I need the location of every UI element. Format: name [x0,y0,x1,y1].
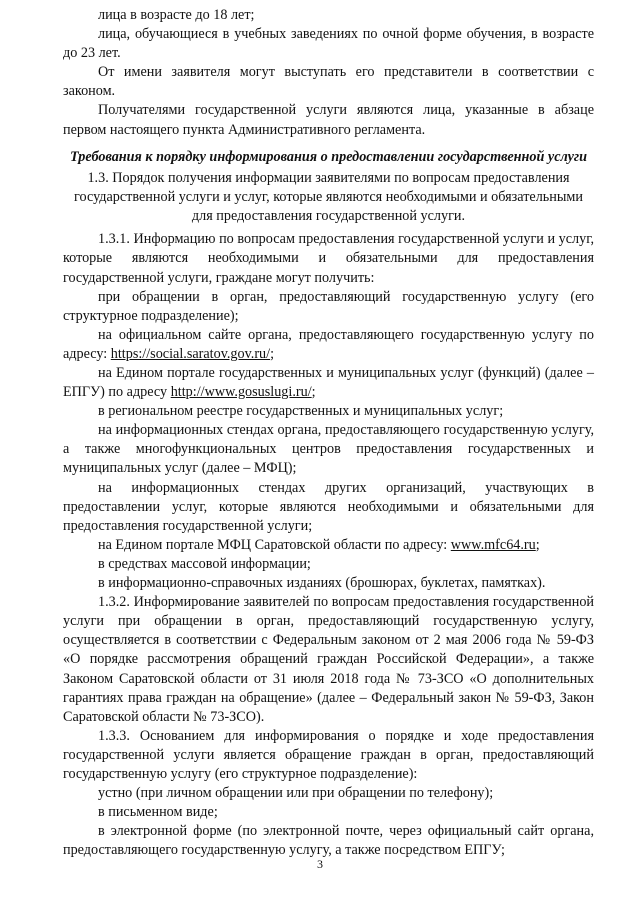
paragraph-text: на официальном сайте органа, предоставляющего государственную услугу по адресу: [63,326,594,362]
gosuslugi-link[interactable]: http://www.gosuslugi.ru/ [170,384,312,401]
paragraph: 1.3.2. Информирование заявителей по вопросам предоставления государственной услуги при обращении в орган, предоставляющий государственную услугу, осуществляется в соответствии с Федеральным законом от 2 мая 2006 года № 59-ФЗ «О порядке рассмотрения обращений граждан Российской Федерации», а также Законом Саратовской области от 31 июля 2018 года № 73-ЗСО «О дополнительных гарантиях права граждан на обращение» (далее – Федеральный закон № 59-ФЗ, Закон Саратовской области № 73-ЗСО). [63,594,594,725]
paragraph: От имени заявителя могут выступать его представители в соответствии с законом. [63,64,594,100]
social-site-link[interactable]: https://social.saratov.gov.ru/ [110,345,271,362]
paragraph: на информационных стендах других организаций, участвующих в предоставлении услуг, которые являются необходимыми и обязательными для предоставления государственной услуги; [63,479,594,534]
paragraph: при обращении в орган, предоставляющий государственную услугу (его структурное подразделение); [63,288,594,324]
paragraph: устно (при личном обращении или при обращении по телефону); [98,785,494,802]
page-number: 3 [317,857,323,871]
paragraph: в региональном реестре государственных и муниципальных услуг; [98,403,504,420]
paragraph-text: на Едином портале МФЦ Саратовской области по адресу: [98,536,451,553]
paragraph [63,536,594,555]
paragraph: на информационных стендах органа, предоставляющего государственную услугу, а также многофункциональных центров предоставления государственных и муниципальных услуг (далее – МФЦ); [63,422,594,477]
section-heading: Требования к порядку информирования о предоставлении государственной услуги [69,148,588,165]
paragraph [63,326,594,364]
subsection-heading: 1.3. Порядок получения информации заявителями по вопросам предоставления государственной услуги и услуг, которые являются необходимыми и обязательными для предоставления государственной услуги. [74,170,583,225]
page-content [63,6,594,860]
paragraph-text: ; [270,345,275,362]
paragraph: в информационно-справочных изданиях (брошюрах, буклетах, памятках). [98,575,546,592]
paragraph-text: ; [311,384,316,401]
paragraph [63,364,594,402]
paragraph: в письменном виде; [98,804,218,821]
paragraph: Получателями государственной услуги являются лица, указанные в абзаце первом настоящего пункта Административного регламента. [63,102,594,138]
paragraph: 1.3.1. Информацию по вопросам предоставления государственной услуги и услуг, которые являются необходимыми и обязательными для предоставления государственной услуги, граждане могут получить: [63,231,594,286]
paragraph: лица, обучающиеся в учебных заведениях по очной форме обучения, в возрасте до 23 лет. [63,26,594,62]
paragraph: в средствах массовой информации; [98,555,311,572]
mfc-site-link[interactable]: www.mfc64.ru [450,536,536,553]
paragraph: 1.3.3. Основанием для информирования о порядке и ходе предоставления государственной услуги является обращение граждан в орган, предоставляющий государственную услугу (его структурное подразделение): [63,727,594,782]
paragraph: лица в возрасте до 18 лет; [98,7,255,23]
paragraph-text: ; [535,536,540,553]
paragraph: в электронной форме (по электронной почте, через официальный сайт органа, предоставляющего государственную услугу, а также посредством ЕПГУ; [63,823,594,859]
paragraph-text: на Едином портале государственных и муниципальных услуг (функций) (далее – ЕПГУ) по адресу [63,365,594,401]
